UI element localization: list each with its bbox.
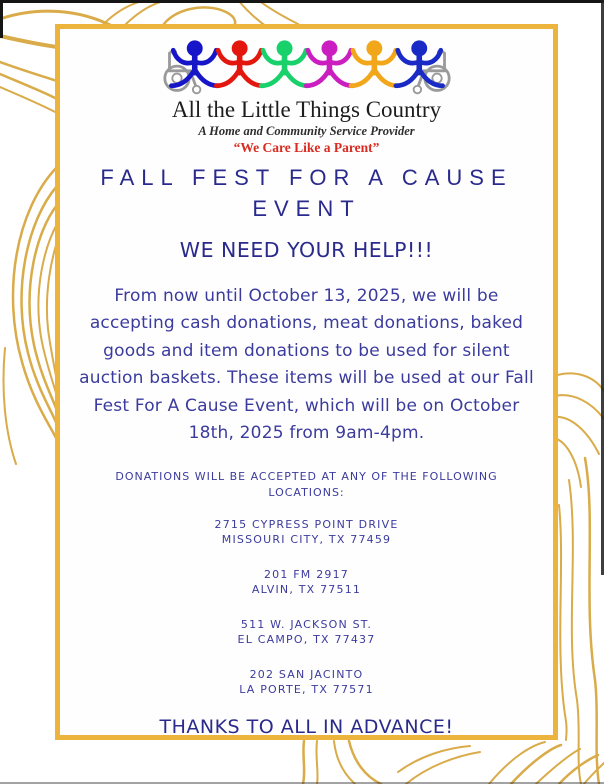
people-chain-wheelchair-logo-icon xyxy=(151,39,463,97)
location-street: 202 SAN JACINTO xyxy=(249,667,364,681)
description-line: Fest For A Cause Event, which will be on October xyxy=(93,395,520,416)
help-callout: WE NEED YOUR HELP!!! xyxy=(179,237,434,262)
donations-heading xyxy=(115,469,497,501)
location-city: EL CAMPO, TX 77437 xyxy=(237,632,376,646)
location-city: MISSOURI CITY, TX 77459 xyxy=(221,532,392,546)
location-city: ALVIN, TX 77511 xyxy=(251,582,362,596)
event-title-line2: EVENT xyxy=(252,196,361,222)
location-la-porte xyxy=(239,667,374,697)
location-street: 511 W. JACKSON ST. xyxy=(240,617,373,631)
description-line: auction baskets. These items will be used at our Fall xyxy=(79,368,534,389)
location-street: 2715 CYPRESS POINT DRIVE xyxy=(214,517,399,531)
location-el-campo xyxy=(238,617,376,647)
location-alvin xyxy=(252,567,361,597)
description-line: accepting cash donations, meat donations, baked xyxy=(89,313,524,334)
location-street: 201 FM 2917 xyxy=(263,567,349,581)
flyer-content xyxy=(60,29,553,738)
description-line: 18th, 2025 from 9am-4pm. xyxy=(188,423,425,444)
event-title-line1: FALL FEST FOR A CAUSE xyxy=(100,165,513,190)
event-description xyxy=(79,283,534,448)
donations-heading-line2: LOCATIONS: xyxy=(268,485,345,499)
organization-subtitle: A Home and Community Service Provider xyxy=(198,124,415,138)
organization-name: All the Little Things Country xyxy=(171,97,442,122)
photo-edge-top xyxy=(0,0,604,3)
description-line: goods and item donations to be used for silent xyxy=(103,340,510,361)
organization-tagline: “We Care Like a Parent” xyxy=(233,140,380,155)
thanks-message: THANKS TO ALL IN ADVANCE! xyxy=(159,715,454,738)
location-city: LA PORTE, TX 77571 xyxy=(239,682,374,696)
description-line: From now until October 13, 2025, we will be xyxy=(114,285,499,306)
location-missouri-city xyxy=(215,517,399,547)
donations-heading-line1: DONATIONS WILL BE ACCEPTED AT ANY OF THE FOLLOWING xyxy=(115,469,498,483)
photo-edge-left xyxy=(0,0,3,38)
